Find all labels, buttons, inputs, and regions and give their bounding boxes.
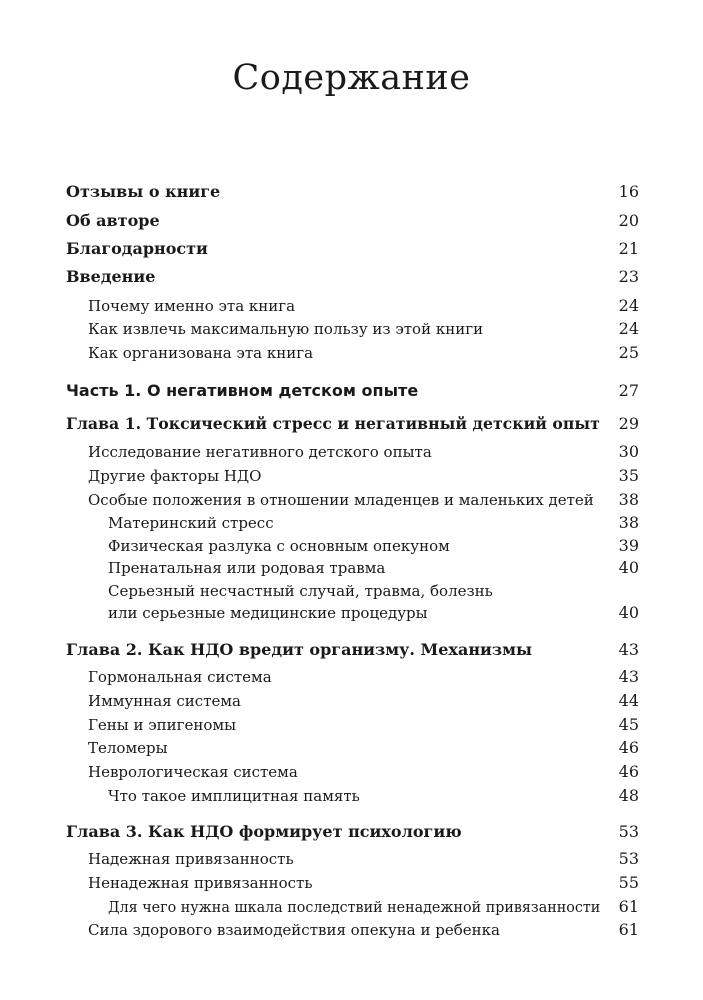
toc-entry-page: 16 xyxy=(618,182,639,201)
toc-entry-title: Для чего нужна шкала последствий ненадежной привязанности xyxy=(108,898,601,916)
toc-entry-page: 61 xyxy=(618,920,639,939)
toc-entry-page: 20 xyxy=(618,211,639,230)
toc-entry-title: Сила здорового взаимодействия опекуна и ребенка xyxy=(88,921,500,939)
toc-entry-page: 61 xyxy=(618,897,639,916)
toc-entry-page: 39 xyxy=(618,536,639,555)
toc-entry-page: 44 xyxy=(618,691,639,710)
toc-entry-title: Отзывы о книге xyxy=(66,182,221,201)
toc-entry-title: Гормональная система xyxy=(88,668,272,686)
toc-entry-page: 25 xyxy=(618,343,639,362)
page-title: Содержание xyxy=(232,58,471,98)
toc-entry-title: Часть 1. О негативном детском опыте xyxy=(66,381,419,400)
toc-entry-title: Об авторе xyxy=(66,211,160,230)
toc-entry-page: 40 xyxy=(618,558,639,577)
toc-entry-title: Серьезный несчастный случай, травма, болезнь xyxy=(108,582,493,600)
toc-entry-page: 40 xyxy=(618,603,639,622)
toc-entry-title: Глава 2. Как НДО вредит организму. Механизмы xyxy=(66,640,533,659)
toc-entry-title: Физическая разлука с основным опекуном xyxy=(108,537,450,555)
toc-entry-title: Как организована эта книга xyxy=(88,344,314,362)
toc-entry-page: 35 xyxy=(618,466,639,485)
toc-entry-title: Что такое имплицитная память xyxy=(108,787,360,805)
toc-entry-page: 45 xyxy=(618,715,639,734)
toc-entry-title: Иммунная система xyxy=(88,692,241,710)
toc-entry-title: Ненадежная привязанность xyxy=(88,874,313,892)
toc-entry-title: Гены и эпигеномы xyxy=(88,716,237,734)
toc-entry-page: 53 xyxy=(618,822,639,841)
toc-entry-title: Глава 3. Как НДО формирует психологию xyxy=(66,822,462,841)
toc-entry-page: 24 xyxy=(618,296,639,315)
toc-entry-page: 46 xyxy=(618,762,639,781)
toc-entry-page: 53 xyxy=(618,849,639,868)
toc-entry-title: Надежная привязанность xyxy=(88,850,294,868)
toc-entry-page: 43 xyxy=(618,640,639,659)
toc-entry-page: 21 xyxy=(618,239,639,258)
toc-entry-page: 30 xyxy=(618,442,639,461)
toc-entry-page: 24 xyxy=(618,319,639,338)
toc-entry-page: 43 xyxy=(618,667,639,686)
toc-entry-page: 27 xyxy=(618,381,639,400)
toc-entry-page: 46 xyxy=(618,738,639,757)
toc-entry-title: Теломеры xyxy=(88,739,168,757)
toc-entry-title: Особые положения в отношении младенцев и маленьких детей xyxy=(88,491,594,509)
toc-entry-page: 55 xyxy=(618,873,639,892)
toc-entry-title: Пренатальная или родовая травма xyxy=(108,559,386,577)
toc-entry-title: Неврологическая система xyxy=(88,763,298,781)
toc-entry-title: Введение xyxy=(66,267,156,286)
toc-entry-page: 38 xyxy=(618,513,639,532)
toc-entry-title: Благодарности xyxy=(66,239,208,258)
toc-entry-title: Глава 1. Токсический стресс и негативный детский опыт xyxy=(66,414,600,433)
toc-entry-title: Исследование негативного детского опыта xyxy=(88,443,432,461)
toc-entry-title: Как извлечь максимальную пользу из этой книги xyxy=(88,320,484,338)
toc-entry-page: 23 xyxy=(618,267,639,286)
toc-entry-title: Почему именно эта книга xyxy=(88,297,296,315)
toc-entry-page: 38 xyxy=(618,490,639,509)
toc-entry-title: или серьезные медицинские процедуры xyxy=(108,604,428,622)
toc-entry-title: Другие факторы НДО xyxy=(88,467,262,485)
toc-entry-page: 29 xyxy=(618,414,639,433)
toc-entry-page: 48 xyxy=(618,786,639,805)
toc-entry-title: Материнский стресс xyxy=(108,514,274,532)
